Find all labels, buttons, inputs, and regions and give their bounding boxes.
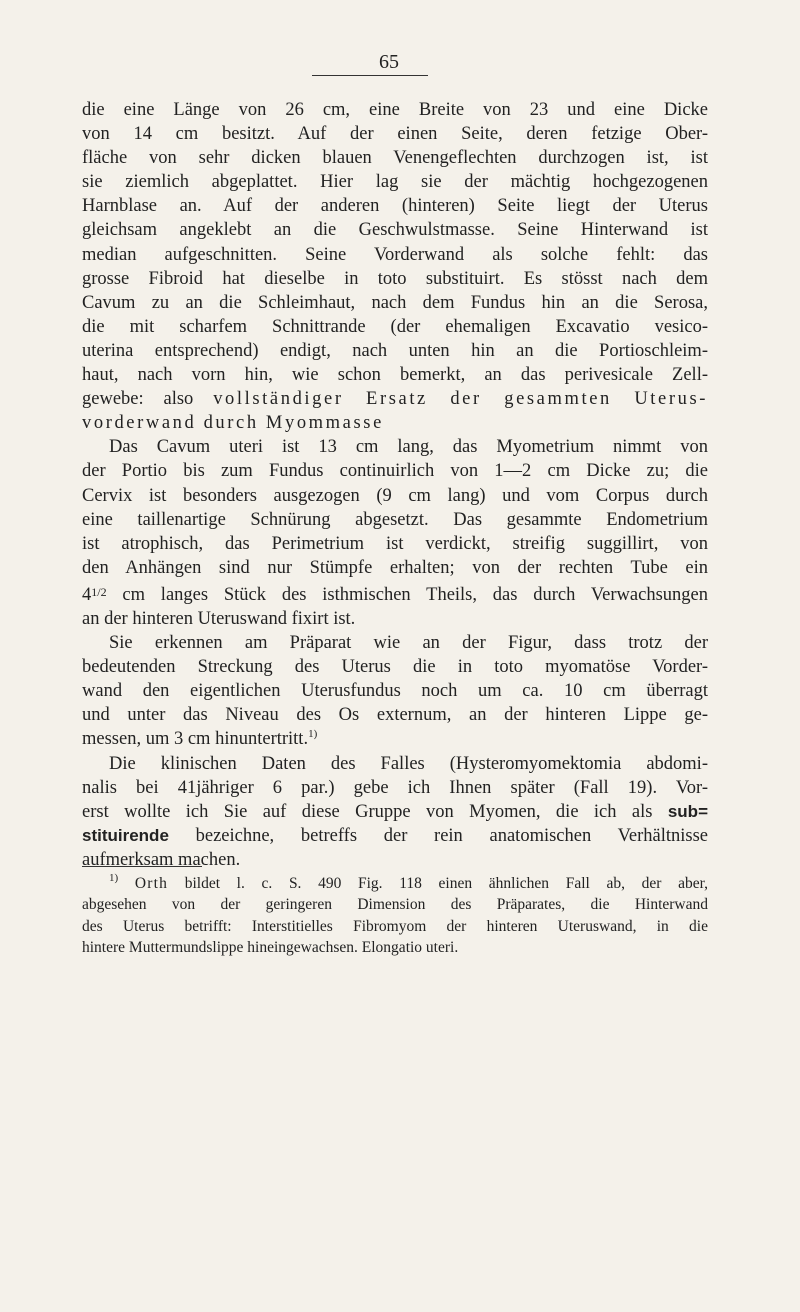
text-line: die mit scharfem Schnittrande (der ehemaligen Excavatio vesico- — [82, 316, 708, 337]
text-line: ist atrophisch, das Perimetrium ist verdickt, streifig suggillirt, von — [82, 533, 708, 554]
text-line — [82, 580, 708, 607]
fraction-whole: 4 — [82, 584, 92, 605]
text-line — [82, 824, 708, 848]
text-segment: messen, um 3 cm hinuntertritt. — [82, 729, 309, 750]
text-line: median aufgeschnitten. Seine Vorderwand als solche fehlt: das — [82, 244, 708, 265]
text-line: von 14 cm besitzt. Auf der einen Seite, deren fetzige Ober- — [82, 124, 708, 145]
text-line: an der hinteren Uteruswand fixirt ist. — [82, 608, 356, 629]
footnote-line — [82, 873, 708, 894]
text-line — [82, 727, 708, 751]
footnote-marker: 1) — [109, 872, 119, 884]
text-line: Die klinischen Daten des Falles (Hysteromyomektomia abdomi- — [109, 753, 708, 774]
header-rule — [312, 75, 428, 76]
text-line — [82, 387, 708, 411]
text-line: gleichsam angeklebt an die Geschwulstmasse. Seine Hinterwand ist — [82, 220, 708, 241]
footnote — [82, 873, 708, 959]
footnote-line: hintere Muttermundslippe hineingewachsen. Elongatio uteri. — [82, 939, 459, 957]
text-line: haut, nach vorn hin, wie schon bemerkt, an das perivesicale Zell- — [82, 365, 708, 386]
text-line: Sie erkennen am Präparat wie an der Figur, dass trotz der — [109, 633, 708, 654]
footnote-reference: 1) — [308, 728, 318, 741]
bold-term: sub= — [667, 801, 708, 821]
text-line — [82, 800, 708, 824]
text-segment: gewebe: also — [82, 389, 194, 410]
text-segment: cm langes Stück des isthmischen Theils, das durch Verwachsungen — [106, 584, 708, 605]
text-line: grosse Fibroid hat dieselbe in toto substituirt. Es stösst nach dem — [82, 268, 708, 289]
bold-term: stituirende — [82, 825, 169, 845]
text-line: uterina entsprechend) endigt, nach unten hin an die Portioschleim- — [82, 340, 708, 361]
text-line: fläche von sehr dicken blauen Venengeflechten durchzogen ist, ist — [82, 148, 708, 169]
text-line: Cavum zu an die Schleimhaut, nach dem Fundus hin an die Serosa, — [82, 292, 708, 313]
emphasis-text: vollständiger Ersatz der gesammten Uterus- — [213, 389, 709, 410]
footnote-line: des Uterus betrifft: Interstitielles Fibromyom der hinteren Uteruswand, in die — [82, 917, 708, 935]
footnote-rule — [82, 866, 202, 867]
text-line: Harnblase an. Auf der anderen (hinteren) Seite liegt der Uterus — [82, 196, 708, 217]
text-segment: erst wollte ich Sie auf diese Gruppe von Myomen, die ich als — [82, 801, 653, 822]
text-line: eine taillenartige Schnürung abgesetzt. Das gesammte Endometrium — [82, 509, 708, 530]
text-line: nalis bei 41jähriger 6 par.) gebe ich Ihnen später (Fall 19). Vor- — [82, 777, 708, 798]
emphasis-line: vorderwand durch Myommasse — [82, 413, 384, 434]
text-line: sie ziemlich abgeplattet. Hier lag sie der mächtig hochgezogenen — [82, 172, 708, 193]
text-segment: bezeichne, betreffs der rein anatomischen Verhältnisse — [195, 825, 709, 846]
body-text — [82, 98, 708, 872]
text-line: und unter das Niveau des Os externum, an der hinteren Lippe ge- — [82, 705, 708, 726]
text-line: Das Cavum uteri ist 13 cm lang, das Myometrium nimmt von — [109, 437, 708, 458]
footnote-author: Orth — [134, 875, 169, 892]
text-line: Cervix ist besonders ausgezogen (9 cm lang) und vom Corpus durch — [82, 485, 708, 506]
footnote-line: abgesehen von der geringeren Dimension des Präparates, die Hinterwand — [82, 896, 708, 914]
fraction-part: 1/2 — [91, 584, 107, 599]
text-line: der Portio bis zum Fundus continuirlich von 1—2 cm Dicke zu; die — [82, 461, 708, 482]
text-line: wand den eigentlichen Uterusfundus noch um ca. 10 cm überragt — [82, 681, 708, 702]
text-line: die eine Länge von 26 cm, eine Breite von 23 und eine Dicke — [82, 100, 708, 120]
footnote-text: bildet l. c. S. 490 Fig. 118 einen ähnlichen Fall ab, der aber, — [168, 875, 709, 892]
text-line: bedeutenden Streckung des Uterus die in toto myomatöse Vorder- — [82, 657, 708, 678]
page-number: 65 — [379, 51, 399, 73]
text-line: aufmerksam machen. — [82, 849, 241, 870]
text-line: den Anhängen sind nur Stümpfe erhalten; von der rechten Tube ein — [82, 557, 708, 578]
